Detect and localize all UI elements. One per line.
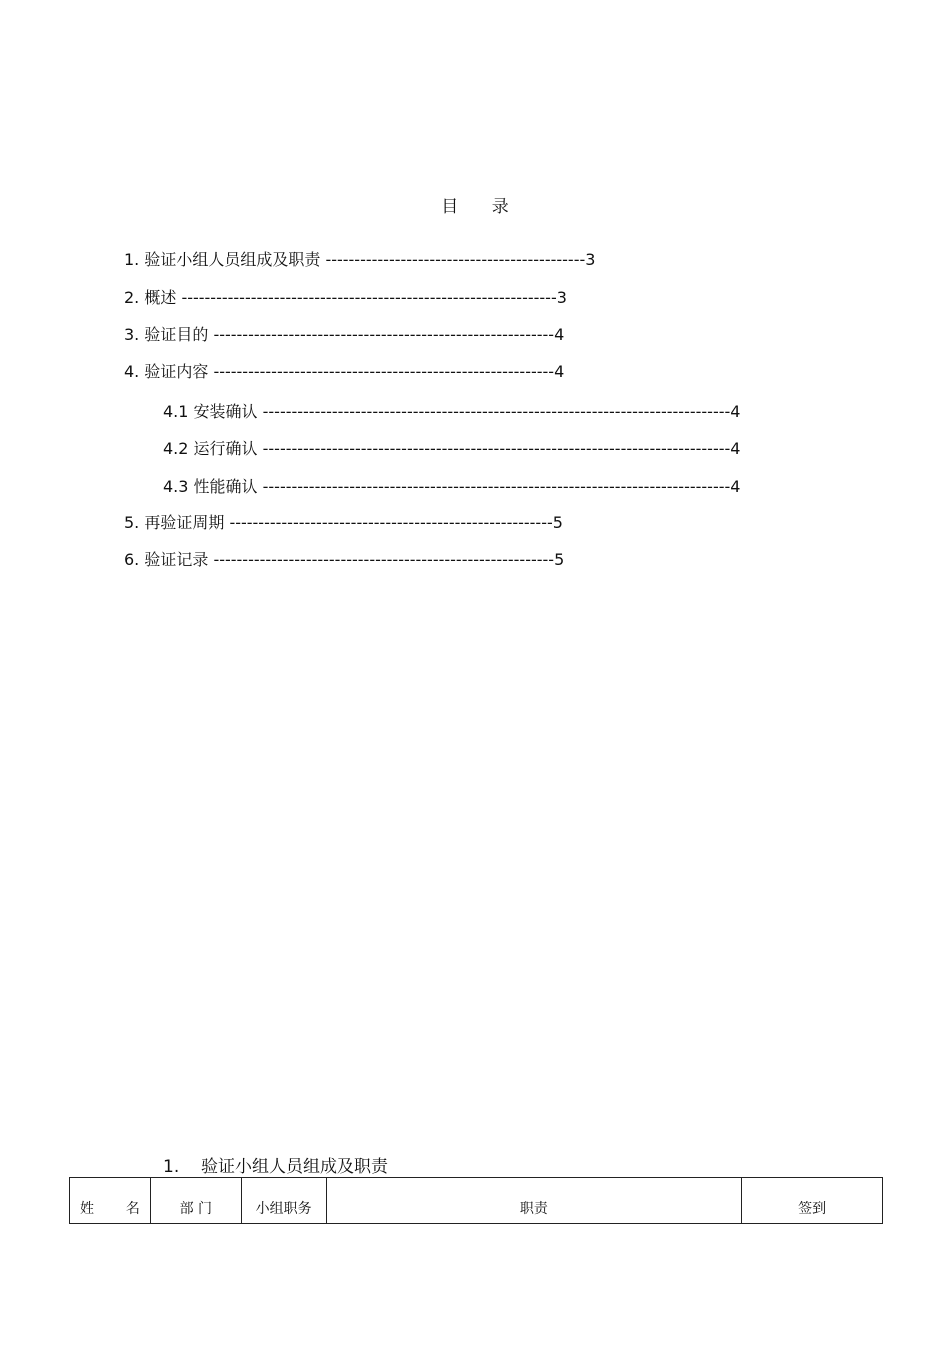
header-name — [70, 1178, 151, 1224]
header-duty: 职责 — [326, 1178, 742, 1224]
section-number: 1. — [163, 1157, 180, 1177]
table-header-row — [70, 1178, 883, 1224]
section-heading — [163, 1152, 388, 1177]
header-name-part1: 姓 — [80, 1201, 94, 1217]
section-title: 验证小组人员组成及职责 — [201, 1157, 388, 1177]
toc-title: 目 录 — [441, 197, 523, 217]
header-role: 小组职务 — [241, 1178, 326, 1224]
toc-entry-2: 2. 概述 -----------------------------------------------------------------3 — [124, 288, 567, 307]
header-signin: 签到 — [742, 1178, 883, 1224]
toc-entry-4: 4. 验证内容 -----------------------------------------------------------4 — [124, 362, 565, 381]
toc-entry-4-2: 4.2 运行确认 ---------------------------------------------------------------------------------4 — [163, 439, 741, 458]
toc-entry-3: 3. 验证目的 -----------------------------------------------------------4 — [124, 325, 565, 344]
header-name-part2: 名 — [125, 1201, 140, 1217]
toc-entry-4-3: 4.3 性能确认 ---------------------------------------------------------------------------------4 — [163, 477, 741, 496]
toc-entry-4-1: 4.1 安装确认 ---------------------------------------------------------------------------------4 — [163, 402, 741, 421]
toc-entry-6: 6. 验证记录 -----------------------------------------------------------5 — [124, 550, 565, 569]
toc-entry-5: 5. 再验证周期 --------------------------------------------------------5 — [124, 513, 563, 532]
roster-table — [69, 1177, 883, 1224]
header-department: 部 门 — [150, 1178, 241, 1224]
toc-entry-1: 1. 验证小组人员组成及职责 ---------------------------------------------3 — [124, 250, 596, 269]
